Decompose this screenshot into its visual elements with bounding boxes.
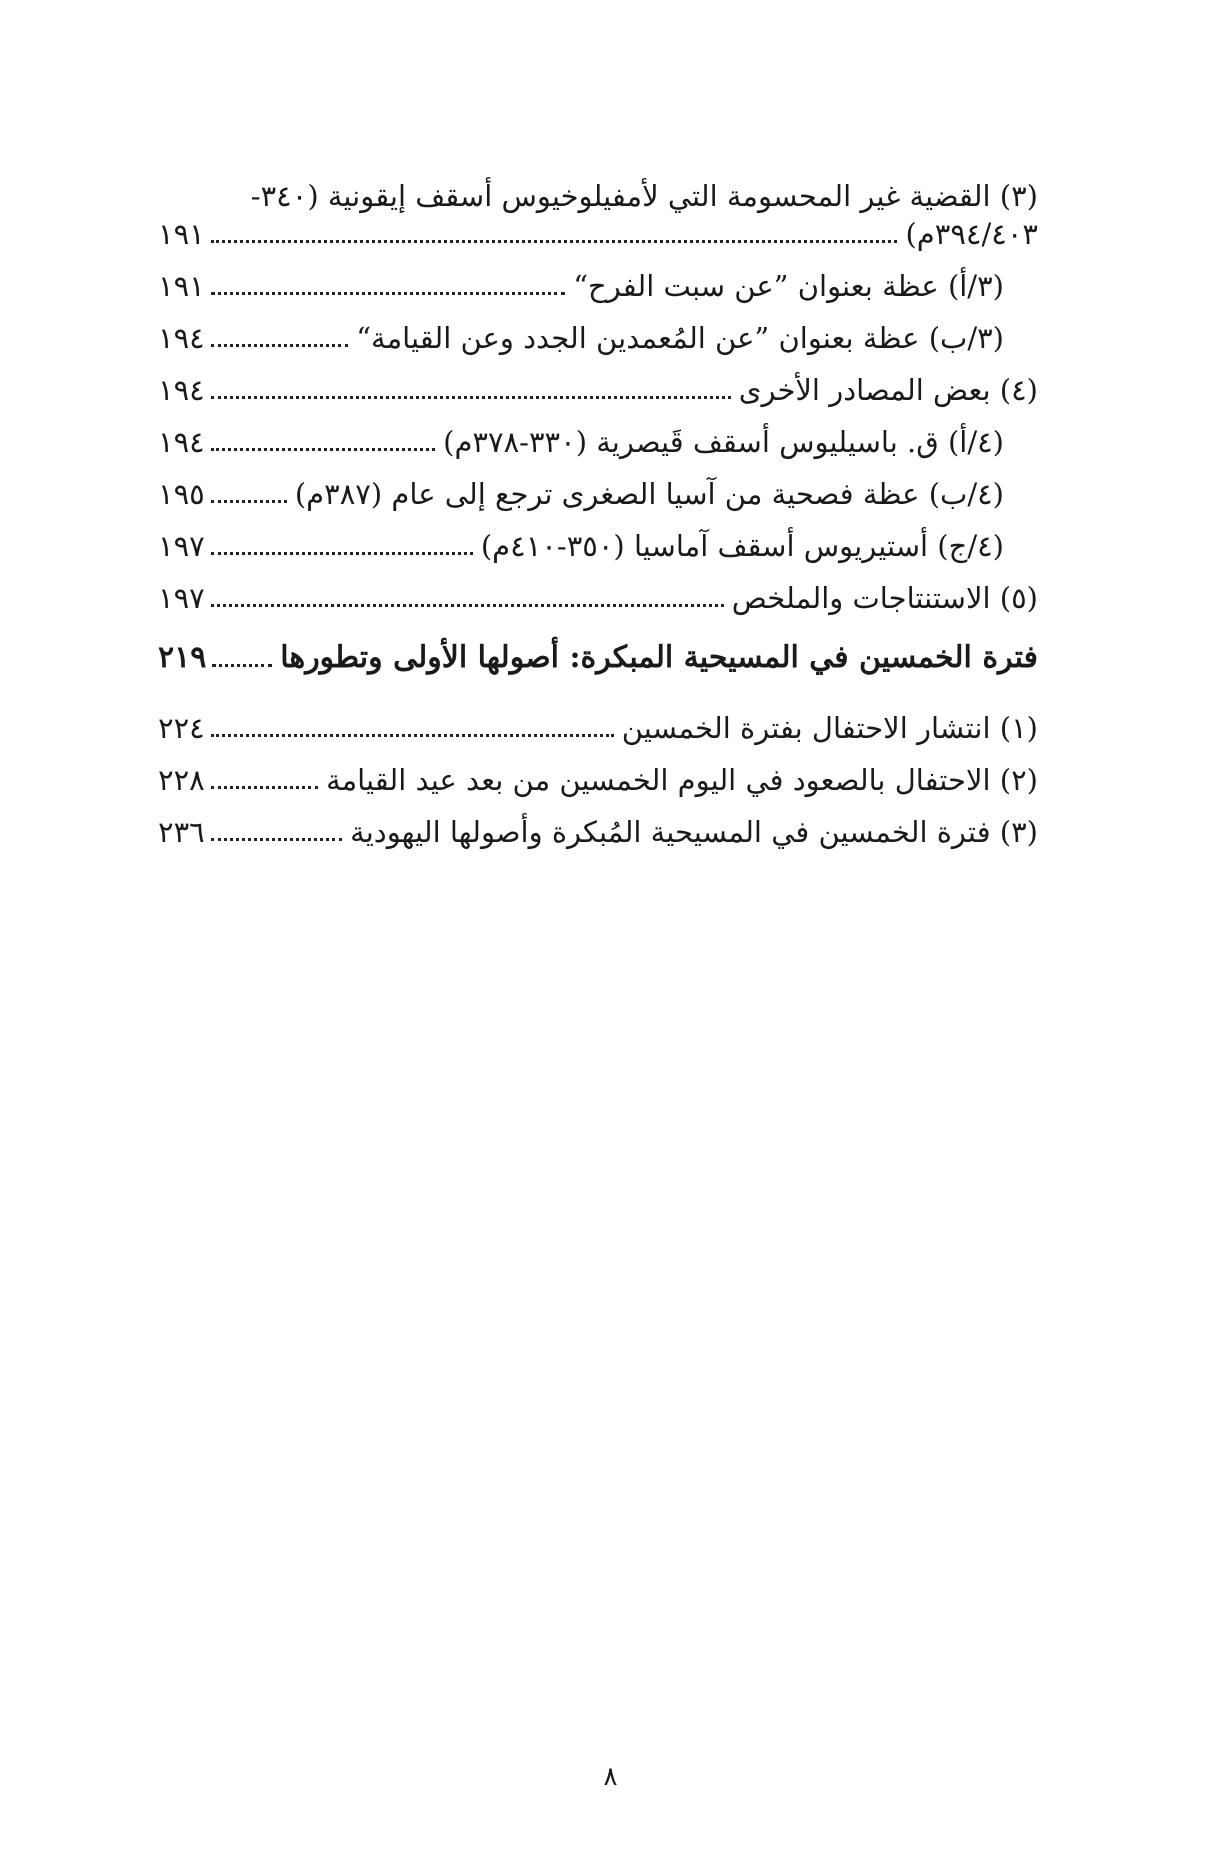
dot-leader [211, 552, 473, 555]
dot-leader [211, 240, 898, 243]
dot-leader [211, 396, 731, 399]
toc-entry [158, 562, 1038, 618]
toc-entry-title: (٣/أ) عظة بعنوان ”عن سبت الفرح“ [573, 269, 1004, 303]
toc-page-number: ١٩٧ [158, 529, 205, 563]
dot-leader [212, 664, 272, 667]
toc-page-number: ٢٣٦ [158, 815, 205, 849]
toc-page-number: ١٩٥ [158, 477, 205, 511]
toc-entry-title: (٢) الاحتفال بالصعود في اليوم الخمسين من بعد عيد القيامة [326, 763, 1038, 797]
toc-entry [158, 198, 1038, 254]
toc-entry [158, 510, 1038, 566]
toc-entry-title: (٤) بعض المصادر الأخرى [738, 373, 1038, 407]
dot-leader [211, 838, 342, 841]
toc-entry-title: (١) انتشار الاحتفال بفترة الخمسين [621, 711, 1038, 745]
dot-leader [211, 604, 724, 607]
toc-entry [158, 354, 1038, 410]
toc-entry-title: (٣/ب) عظة بعنوان ”عن المُعمدين الجدد وعن القيامة“ [356, 321, 1004, 355]
toc-page-number: ١٩٤ [158, 321, 205, 355]
toc-entry [158, 406, 1038, 462]
toc-entry [158, 796, 1038, 852]
toc-entry-title: (٤/ب) عظة فصحية من آسيا الصغرى ترجع إلى عام (٣٨٧م) [294, 477, 1004, 511]
toc-entry-title: (٣) القضية غير المحسومة التي لأمفيلوخيوس أسقف إيقونية (٣٤٠- [250, 179, 1038, 213]
toc-entry [158, 250, 1038, 306]
toc-entry-title: (٥) الاستنتاجات والملخص [731, 581, 1038, 615]
toc-entry [158, 302, 1038, 358]
toc-page-number: ١٩٤ [158, 373, 205, 407]
toc-page-number: ١٩٧ [158, 581, 205, 615]
dot-leader [211, 292, 565, 295]
toc-entry-title: ٣٩٤/٤٠٣م) [905, 217, 1038, 251]
toc-entry [158, 692, 1038, 748]
toc-page-number: ١٩١ [158, 217, 205, 251]
toc-entry [158, 458, 1038, 514]
toc-entry-title: (٤/أ) ق. باسيليوس أسقف قَيصرية (٣٣٠-٣٧٨م) [443, 425, 1004, 459]
toc-entry-title: فترة الخمسين في المسيحية المبكرة: أصولها الأولى وتطورها [280, 640, 1038, 675]
dot-leader [211, 786, 318, 789]
toc-page-number: ٢٢٤ [158, 711, 205, 745]
dot-leader [211, 734, 614, 737]
toc-page-number: ١٩١ [158, 269, 205, 303]
toc-page-number: ١٩٤ [158, 425, 205, 459]
dot-leader [211, 500, 287, 503]
dot-leader [211, 344, 348, 347]
page-number-footer: ٨ [603, 1762, 618, 1792]
dot-leader [211, 448, 435, 451]
toc-page-number: ٢١٩ [158, 640, 207, 675]
toc-chapter-heading [158, 622, 1038, 678]
toc-page-number: ٢٢٨ [158, 763, 205, 797]
toc-entry-title: (٤/ج) أستيريوس أسقف آماسيا (٣٥٠-٤١٠م) [480, 529, 1004, 563]
toc-entry-title: (٣) فترة الخمسين في المسيحية المُبكرة وأصولها اليهودية [350, 815, 1038, 849]
toc-entry [158, 744, 1038, 800]
